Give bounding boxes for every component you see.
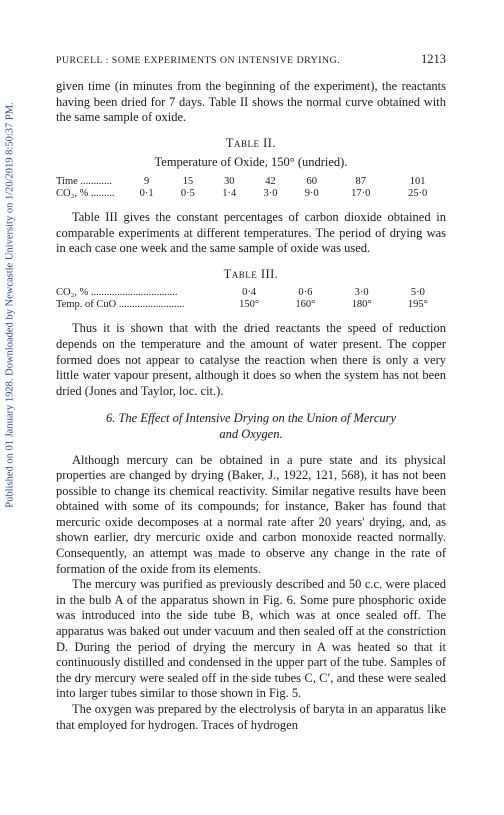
table-cell: 1·4 <box>222 187 237 199</box>
table-cell: 150° <box>239 299 260 311</box>
table-cell: 0·1 <box>139 187 154 199</box>
paragraph-table3-intro: Table III gives the constant percentages of carbon dioxide obtained in comparable experiments at different temperatures. The period of drying was in each case one week and the same sample of oxide was used. <box>56 209 446 256</box>
table-cell: 25·0 <box>407 187 428 199</box>
paragraph-intro: given time (in minutes from the beginning of the experiment), the reactants having been dried for 7 days. Table II shows the normal curve obtained with the same sample of oxide. <box>56 79 446 125</box>
running-head <box>56 52 446 67</box>
section-heading-line-1: 6. The Effect of Intensive Drying on the Union of Mercury <box>105 411 397 426</box>
table-cell: 0·4 <box>242 287 257 299</box>
row-label: CO₂, % ......... <box>56 187 115 199</box>
table-cell: 0·6 <box>298 287 313 299</box>
table-row <box>56 299 446 311</box>
section-heading <box>56 411 446 442</box>
table-cell: 0·5 <box>180 187 195 199</box>
row-label: CO₂, % ................................. <box>56 287 178 299</box>
section-heading-line-2: and Oxygen. <box>219 426 283 441</box>
page-body <box>56 52 446 733</box>
running-title: PURCELL : SOME EXPERIMENTS ON INTENSIVE DRYING. <box>56 55 341 66</box>
table-cell: 160° <box>295 299 316 311</box>
table-cell: 9·0 <box>304 187 319 199</box>
download-stamp <box>2 70 18 540</box>
table-cell: 3·0 <box>263 187 278 199</box>
table-cell: 42 <box>265 175 276 187</box>
table-cell: 3·0 <box>354 287 369 299</box>
paragraph-oxygen: The oxygen was prepared by the electrolysis of baryta in an apparatus like that employed for hydrogen. Traces of hydrogen <box>56 702 446 732</box>
table-cell: 9 <box>144 175 150 187</box>
table-3-title: Table III. <box>223 266 279 281</box>
row-label: Time ............ <box>56 175 112 187</box>
page-number: 1213 <box>421 52 446 66</box>
table-2 <box>56 176 446 200</box>
table-cell: 17·0 <box>351 187 371 199</box>
table-cell: 30 <box>223 175 235 187</box>
paragraph-mercury-intro: Although mercury can be obtained in a pure state and its physical properties are changed by drying (Baker, J., 1922, 121, 568), it has not been possible to change its chemical reactivity. Similar negative results have been obtained with some of its compounds; for instance, Baker has found that mercuric oxide decomposes at a normal rate after 20 years' drying, and, as shown earlier, dry mercuric oxide and carbon monoxide reacted normally. Consequently, an attempt was made to observe any change in the rate of formation of the oxide from its elements. <box>56 452 446 576</box>
table-cell: 60 <box>306 175 318 187</box>
paragraph-conclusion: Thus it is shown that with the dried reactants the speed of reduction depends on the temperature and the amount of water present. The copper formed does not appear to catalyse the reaction when there is only a very little water vapour present, although it does so when the system has not been dried (Jones and Taylor, loc. cit.). <box>56 321 446 398</box>
table-row <box>56 287 446 299</box>
table-cell: 87 <box>355 175 367 187</box>
paragraph-mercury-method: The mercury was purified as previously described and 50 c.c. were placed in the bulb A of the apparatus shown in Fig. 6. Some pure phosphoric oxide was introduced into the side tube B, which was at once sealed off. The apparatus was baked out under vacuum and then sealed off at the constriction D. During the period of drying the mercury in A was heated so that it continuously distilled and condensed in the upper part of the tube. Samples of the dry mercury were sealed off in the side tubes C, C′, and these were sealed into larger tubes similar to those shown in Fig. 5. <box>56 577 446 701</box>
table-3 <box>56 287 446 311</box>
table-cell: 15 <box>182 175 194 187</box>
table-cell: 195° <box>407 299 428 311</box>
table-row <box>56 176 446 188</box>
table-row <box>56 188 446 200</box>
table-2-title: Table II. <box>225 135 277 150</box>
table-cell: 180° <box>351 299 372 311</box>
table-2-caption: Temperature of Oxide, 150° (undried). <box>154 155 348 170</box>
table-cell: 5·0 <box>410 287 425 299</box>
download-stamp-text: Published on 01 January 1928. Downloaded by Newcastle University on 1/20/2019 8:50:37 PM. <box>4 102 16 508</box>
row-label: Temp. of CuO ......................... <box>56 299 185 311</box>
table-cell: 101 <box>409 175 426 187</box>
